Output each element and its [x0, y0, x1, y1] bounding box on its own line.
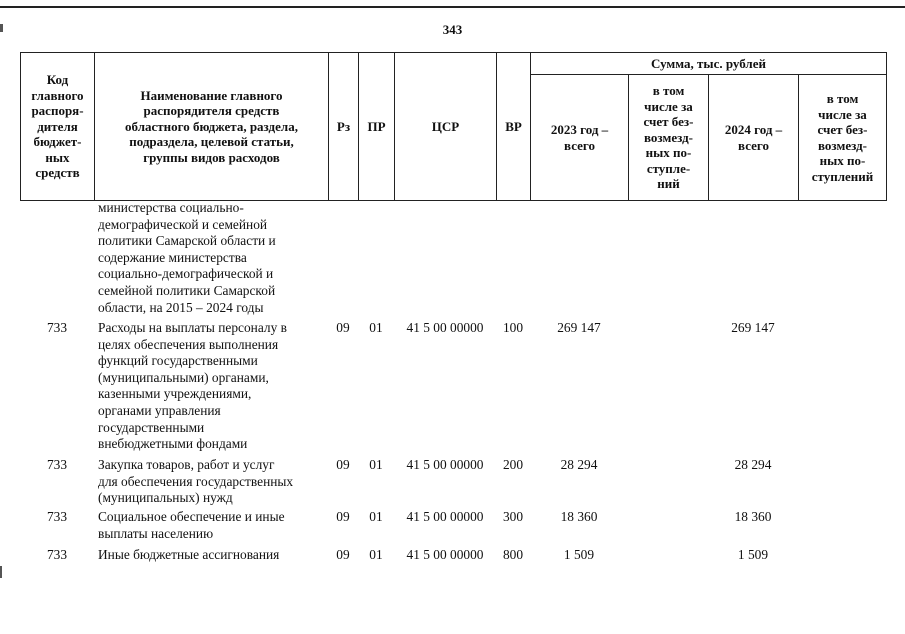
row-csr: 41 5 00 00000: [406, 509, 484, 524]
row-rz: 09: [336, 547, 350, 562]
row-sum-2024: 28 294: [734, 457, 772, 472]
header-2023-free: в том числе за счет без- возмезд- ных по- ступле- ний: [629, 75, 709, 201]
row-rz: 09: [336, 457, 350, 472]
header-csr: ЦСР: [395, 53, 497, 201]
row-code: 733: [46, 457, 68, 472]
header-2024-total: 2024 год – всего: [709, 75, 799, 201]
top-rule: [0, 6, 905, 8]
table-header: [20, 52, 887, 201]
header-vr: ВР: [497, 53, 531, 201]
row-sum-2024: 18 360: [734, 509, 772, 524]
row-csr: 41 5 00 00000: [406, 457, 484, 472]
row-code: 733: [46, 547, 68, 562]
row-vr: 800: [502, 547, 524, 562]
row-pr: 01: [369, 547, 383, 562]
scan-mark-bottom-left: [0, 566, 2, 578]
header-code: Код главного распоря- дителя бюджет- ных средств: [21, 53, 95, 201]
header-2024-free: в том числе за счет без- возмезд- ных по- ступлений: [799, 75, 887, 201]
row-pr: 01: [369, 320, 383, 335]
row-name: Расходы на выплаты персоналу в целях обеспечения выполнения функций государственными (муниципальными) органами, казенными учреждениями, органами управления государственными внебюджетными фондами: [98, 320, 287, 452]
header-sum: Сумма, тыс. рублей: [531, 53, 887, 75]
row-sum-2023: 269 147: [557, 320, 601, 335]
row-name: Закупка товаров, работ и услуг для обеспечения государственных (муниципальных) нужд: [98, 457, 294, 506]
row-code: 733: [46, 320, 68, 335]
row-name: Иные бюджетные ассигнования: [98, 547, 280, 562]
page-number: 343: [442, 22, 463, 37]
row-rz: 09: [336, 320, 350, 335]
row-name: министерства социально- демографической и семейной политики Самарской области и содержание министерства социально-демографической и семейной политики Самарской области, на 2015 – 2024 годы: [98, 200, 276, 315]
row-csr: 41 5 00 00000: [406, 547, 484, 562]
row-pr: 01: [369, 509, 383, 524]
row-csr: 41 5 00 00000: [406, 320, 484, 335]
row-pr: 01: [369, 457, 383, 472]
row-sum-2023: 18 360: [560, 509, 598, 524]
row-sum-2023: 1 509: [563, 547, 595, 562]
header-rz: Рз: [329, 53, 359, 201]
row-code: 733: [46, 509, 68, 524]
row-sum-2023: 28 294: [560, 457, 598, 472]
header-pr: ПР: [359, 53, 395, 201]
row-vr: 200: [502, 457, 524, 472]
row-vr: 300: [502, 509, 524, 524]
row-name: Социальное обеспечение и иные выплаты населению: [98, 509, 285, 541]
row-sum-2024: 269 147: [731, 320, 775, 335]
row-sum-2024: 1 509: [737, 547, 769, 562]
row-rz: 09: [336, 509, 350, 524]
header-name: Наименование главного распорядителя средств областного бюджета, раздела, подраздела, целевой статьи, группы видов расходов: [95, 53, 329, 201]
header-2023-total: 2023 год – всего: [531, 75, 629, 201]
row-vr: 100: [502, 320, 524, 335]
